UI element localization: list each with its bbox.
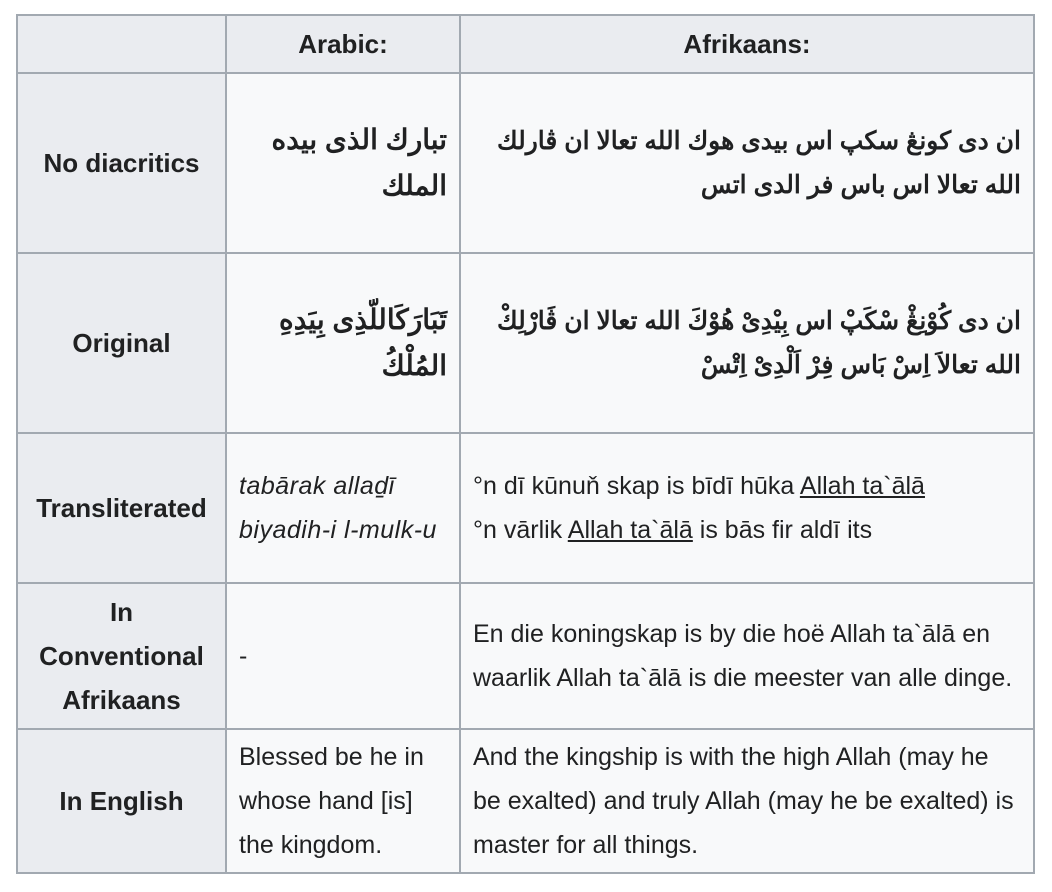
cell-english-afrikaans: And the kingship is with the high Allah (may he be exalted) and truly Allah (may he be exalted) is master for all things. [460, 729, 1034, 873]
cell-english-arabic: Blessed be he in whose hand [is] the kingdom. [226, 729, 460, 873]
translit-text-2: °n vārlik [473, 516, 568, 544]
row-transliterated [17, 433, 1034, 583]
row-original [17, 253, 1034, 433]
row-conventional [17, 583, 1034, 729]
cell-original-arabic: تَبَارَكَاللّذِى بِيَدِهِ المُلْكُ [226, 253, 460, 433]
header-arabic: Arabic: [226, 15, 460, 73]
cell-no-diacritics-arabic: تبارك الذى بيده الملك [226, 73, 460, 253]
allah-link-1[interactable]: Allah ta`ālā [799, 472, 925, 500]
row-english [17, 729, 1034, 873]
translit-text-1: °n dī kūnuň skap is bīdī hūka [473, 472, 800, 500]
cell-no-diacritics-afrikaans: ان دى كونڠ سكپ اس بيدى هوك الله تعالا ان ڤارلك الله تعالا اس باس فر الدى اتس [460, 73, 1034, 253]
row-label-original: Original [17, 253, 226, 433]
translit-text-3: is bās fir aldī its [692, 516, 873, 544]
cell-transliterated-afrikaans [460, 433, 1034, 583]
cell-transliterated-arabic: tabārak allaḏī biyadih-i l-mulk-u [226, 433, 460, 583]
cell-conventional-arabic: - [226, 583, 460, 729]
cell-original-afrikaans: ان دى كُوْنِڠْ سْكَپْ اس بِيْدِیْ هُوْكَ الله تعالا ان ڤَارْلِكْ الله تعالاَ اِسْ بَاس فِرْ اَلْدِیْ اِتْسْ [460, 253, 1034, 433]
row-label-transliterated: Transliterated [17, 433, 226, 583]
header-row [17, 15, 1034, 73]
header-afrikaans: Afrikaans: [460, 15, 1034, 73]
row-label-no-diacritics: No diacritics [17, 73, 226, 253]
allah-link-2[interactable]: Allah ta`ālā [567, 516, 693, 544]
row-no-diacritics [17, 73, 1034, 253]
header-corner [17, 15, 226, 73]
transliteration-table [16, 14, 1035, 874]
row-label-english: In English [17, 729, 226, 873]
cell-conventional-afrikaans: En die koningskap is by die hoë Allah ta`ālā en waarlik Allah ta`ālā is die meester van alle dinge. [460, 583, 1034, 729]
row-label-conventional: In Conventional Afrikaans [17, 583, 226, 729]
